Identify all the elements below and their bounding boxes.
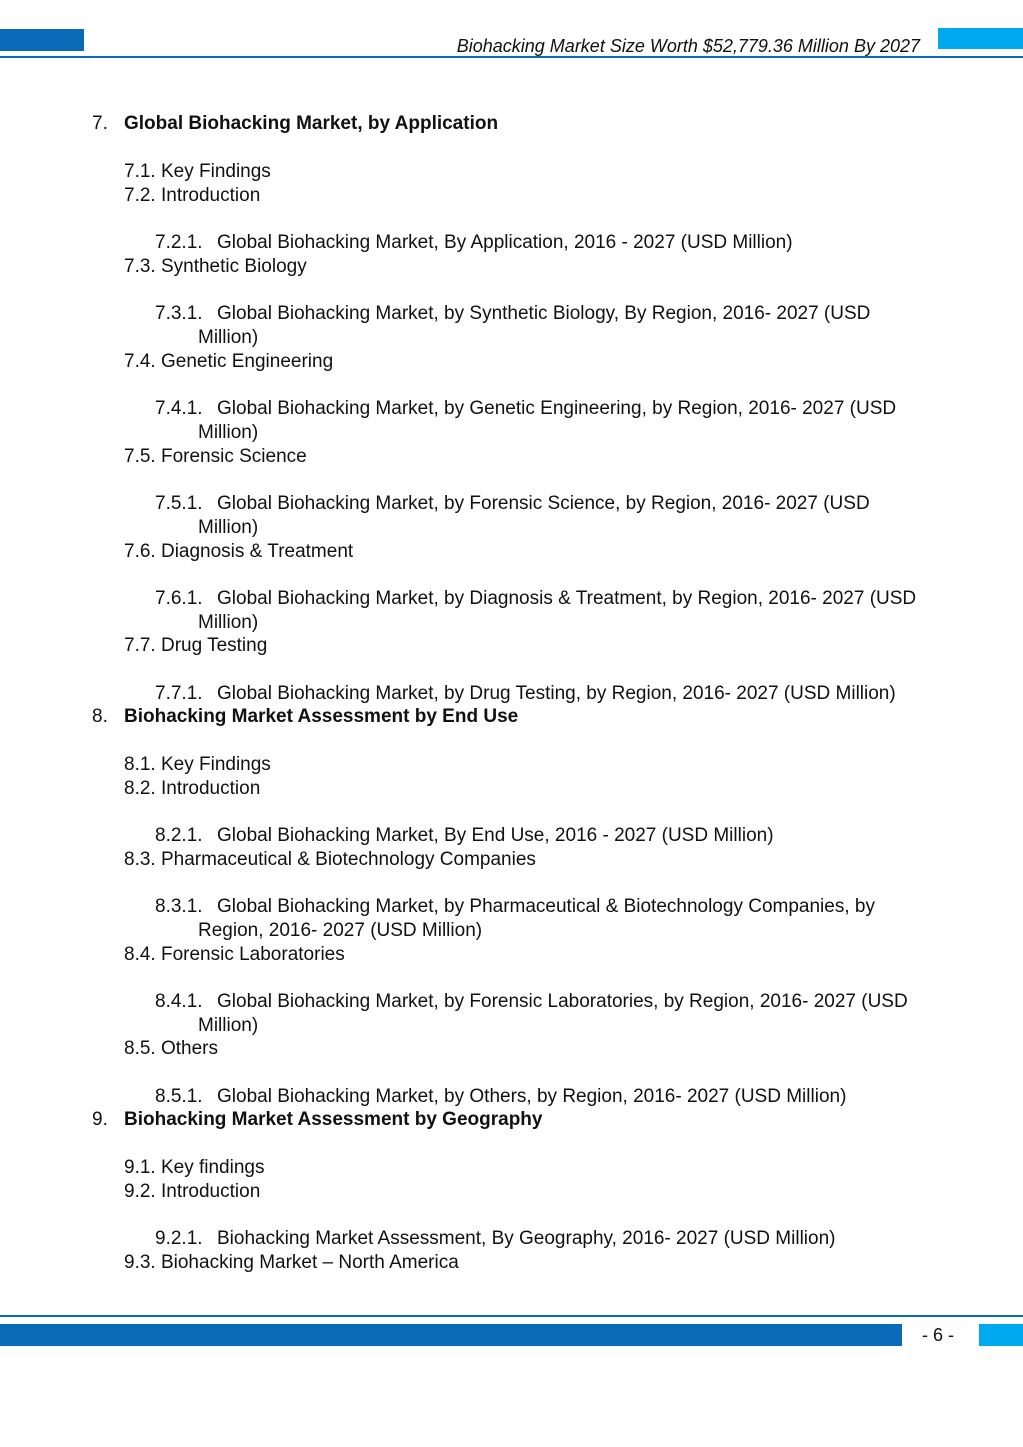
toc-item-9-2: 9.2. Introduction (124, 1181, 261, 1202)
toc-item-7-4: 7.4. Genetic Engineering (124, 351, 334, 372)
toc-subitem-7-4-1 (155, 397, 896, 445)
toc-subitem-text: Global Biohacking Market, By Application, 2016 - 2027 (USD Million) (217, 232, 793, 253)
toc-item-8-3: 8.3. Pharmaceutical & Biotechnology Companies (124, 849, 536, 870)
toc-subitem-continuation: Million) (198, 517, 259, 538)
toc-subitem-number: 7.7.1. (155, 683, 203, 704)
toc-subitem-continuation: Million) (198, 612, 259, 633)
toc-item-8-5: 8.5. Others (124, 1038, 218, 1059)
toc-subitem-text: Global Biohacking Market, by Genetic Engineering, by Region, 2016- 2027 (USD (217, 398, 897, 419)
toc-subitem-7-7-1 (155, 682, 896, 706)
footer-bar-right (979, 1324, 1023, 1346)
toc-subitem-text: Global Biohacking Market, by Forensic Laboratories, by Region, 2016- 2027 (USD (217, 991, 908, 1012)
header-title: Biohacking Market Size Worth $52,779.36 Million By 2027 (456, 36, 920, 56)
toc-subitem-text: Biohacking Market Assessment, By Geography, 2016- 2027 (USD Million) (217, 1228, 836, 1249)
header-bar-right (938, 28, 1023, 49)
toc-subitem-7-2-1 (155, 231, 793, 255)
toc-subitem-text: Global Biohacking Market, by Pharmaceutical & Biotechnology Companies, by (217, 896, 875, 917)
toc-subitem-number: 9.2.1. (155, 1228, 203, 1249)
toc-section-title: Global Biohacking Market, by Application (124, 113, 499, 134)
toc-subitem-text: Global Biohacking Market, by Drug Testing, by Region, 2016- 2027 (USD Million) (217, 683, 896, 704)
toc-subitem-text: Global Biohacking Market, by Forensic Science, by Region, 2016- 2027 (USD (217, 493, 870, 514)
header-rule (0, 56, 1023, 58)
toc-section-number: 7. (92, 113, 108, 134)
toc-item-7-1: 7.1. Key Findings (124, 161, 271, 182)
toc-item-8-4: 8.4. Forensic Laboratories (124, 944, 345, 965)
toc-section-9 (92, 1108, 542, 1132)
toc-subitem-number: 7.6.1. (155, 588, 203, 609)
toc-section-7 (92, 112, 498, 136)
header-bar-left (0, 29, 84, 51)
toc-subitem-continuation: Million) (198, 422, 259, 443)
toc-item-7-2: 7.2. Introduction (124, 185, 261, 206)
toc-subitem-text: Global Biohacking Market, By End Use, 2016 - 2027 (USD Million) (217, 825, 774, 846)
toc-subitem-continuation: Million) (198, 1015, 259, 1036)
toc-subitem-9-2-1 (155, 1227, 835, 1251)
toc-subitem-7-5-1 (155, 492, 870, 540)
toc-subitem-8-2-1 (155, 824, 774, 848)
toc-subitem-text: Global Biohacking Market, by Diagnosis & Treatment, by Region, 2016- 2027 (USD (217, 588, 917, 609)
toc-item-8-1: 8.1. Key Findings (124, 754, 271, 775)
toc-subitem-number: 7.2.1. (155, 232, 203, 253)
footer-rule (0, 1315, 1023, 1317)
toc-subitem-8-3-1 (155, 895, 875, 943)
toc-item-7-6: 7.6. Diagnosis & Treatment (124, 541, 354, 562)
toc-item-8-2: 8.2. Introduction (124, 778, 261, 799)
toc-subitem-number: 8.3.1. (155, 896, 203, 917)
toc-subitem-number: 7.5.1. (155, 493, 203, 514)
toc-section-number: 9. (92, 1109, 108, 1130)
toc-subitem-number: 8.4.1. (155, 991, 203, 1012)
toc-subitem-8-5-1 (155, 1085, 846, 1109)
toc-subitem-7-6-1 (155, 587, 916, 635)
toc-subitem-continuation: Region, 2016- 2027 (USD Million) (198, 920, 483, 941)
toc-subitem-8-4-1 (155, 990, 908, 1038)
toc-item-7-3: 7.3. Synthetic Biology (124, 256, 307, 277)
toc-subitem-text: Global Biohacking Market, by Synthetic Biology, By Region, 2016- 2027 (USD (217, 303, 871, 324)
toc-section-8 (92, 705, 518, 729)
toc-subitem-7-3-1 (155, 302, 870, 350)
toc-subitem-number: 8.2.1. (155, 825, 203, 846)
toc-subitem-number: 7.3.1. (155, 303, 203, 324)
toc-item-7-7: 7.7. Drug Testing (124, 635, 268, 656)
toc-item-9-3: 9.3. Biohacking Market – North America (124, 1252, 459, 1273)
toc-section-number: 8. (92, 706, 108, 727)
toc-item-7-5: 7.5. Forensic Science (124, 446, 307, 467)
page-number: - 6 - (922, 1325, 955, 1345)
toc-subitem-number: 7.4.1. (155, 398, 203, 419)
toc-subitem-continuation: Million) (198, 327, 259, 348)
footer-bar-left (0, 1324, 902, 1346)
toc-section-title: Biohacking Market Assessment by Geography (124, 1109, 543, 1130)
toc-subitem-number: 8.5.1. (155, 1086, 203, 1107)
toc-section-title: Biohacking Market Assessment by End Use (124, 706, 519, 727)
toc-subitem-text: Global Biohacking Market, by Others, by Region, 2016- 2027 (USD Million) (217, 1086, 847, 1107)
toc-item-9-1: 9.1. Key findings (124, 1157, 265, 1178)
